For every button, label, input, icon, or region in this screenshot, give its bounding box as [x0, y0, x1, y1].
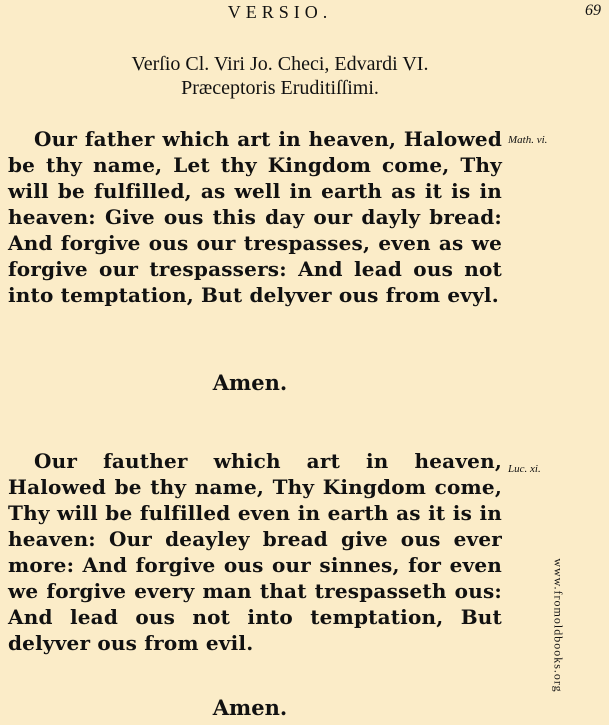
passage-matthew: Our father which art in heaven, Halowed be thy name, Let thy Kingdom come, Thy will be fulfilled, as well in earth as it is in heaven: Give ous this day our dayly bread: And forgive ous our trespasses, even as we forgive our trespassers: And lead ous not into temptation, But delyver ous from evyl. — [8, 127, 502, 307]
subtitle-line-1: Verſio Cl. Viri Jo. Checi, Edvardi VI. — [131, 53, 429, 75]
running-head: VERSIO. — [227, 2, 333, 22]
passage-luke: Our fauther which art in heaven, Halowed be thy name, Thy Kingdom come, Thy will be fulfilled even in earth as it is in heaven: Our deayley bread give ous ever more: And forgive ous our sinnes, for even we forgive every man that trespasseth ous: And lead ous not into temptation, But delyver ous from evil. — [8, 449, 502, 655]
amen-2: Amen. — [212, 695, 288, 720]
page-number: 69 — [585, 2, 601, 19]
margin-note-luke: Luc. xi. — [508, 463, 541, 475]
amen-1: Amen. — [212, 370, 288, 395]
subtitle — [0, 52, 560, 100]
watermark: www.fromoldbooks.org — [551, 558, 566, 693]
subtitle-line-2: Præceptoris Eruditiſſimi. — [181, 77, 379, 99]
margin-note-matthew: Math. vi. — [508, 134, 548, 146]
